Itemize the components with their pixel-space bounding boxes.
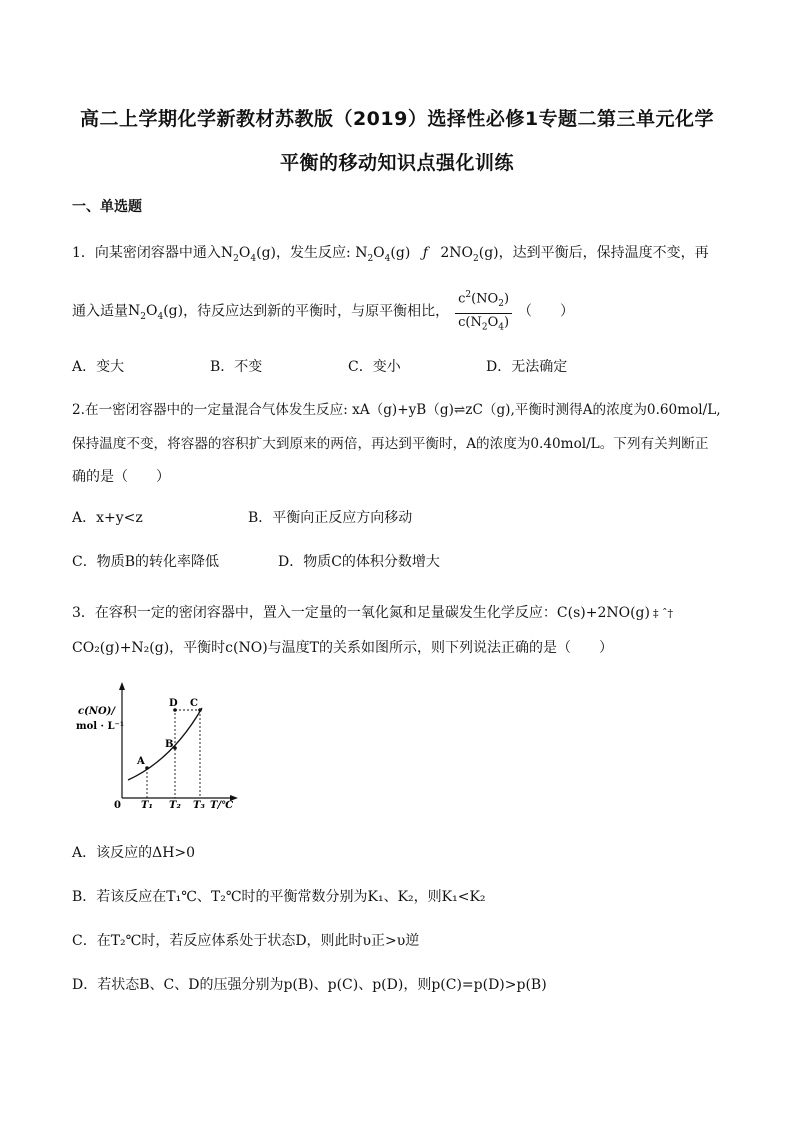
q1-text-a: 1．向某密闭容器中通入: [72, 245, 221, 261]
q1-text-b: ，发生反应:: [276, 245, 351, 261]
question-2-line-2: 保持温度不变，将容器的容积扩大到原来的两倍，再达到平衡时，A的浓度为0.40mol/L。下列有关判断正: [72, 436, 709, 452]
section-heading: 一、单选题: [72, 199, 142, 215]
origin-label: 0: [114, 800, 121, 811]
question-2-line-1: 2.在一密闭容器中的一定量混合气体发生反应: xA（g)+yB（g)⇌zC（g),平衡时测得A的浓度为0.60mol/L,: [72, 402, 721, 418]
q1-option-d[interactable]: D．无法确定: [486, 359, 568, 375]
document-title-line2: 平衡的移动知识点强化训练: [279, 152, 514, 174]
equilibrium-arrow: ƒ: [422, 245, 428, 261]
q1-option-b[interactable]: B．不变: [210, 359, 263, 375]
label-b: B: [165, 739, 174, 750]
formula-n2o4: $N_2O_4(g)$: [220, 245, 277, 264]
q3-option-d[interactable]: D．若状态B、C、D的压强分别为p(B)、p(C)、p(D)，则p(C)=p(D)>p(B): [72, 977, 547, 993]
label-a: A: [137, 756, 145, 767]
document-title-line1: 高二上学期化学新教材苏教版（2019）选择性必修1专题二第三单元化学: [79, 108, 715, 130]
y-axis-label-2: mol · L⁻¹: [76, 721, 125, 732]
point-b: [173, 746, 177, 750]
q1-text-e: ，待反应达到新的平衡时，与原平衡相比，: [183, 303, 450, 320]
t2-label: T₂: [169, 800, 181, 811]
point-a: [145, 766, 149, 770]
question-1-line-1: [72, 242, 709, 264]
q1-option-a[interactable]: A．变大: [72, 359, 125, 375]
question-3-line-2: CO₂(g)+N₂(g)，平衡时c(NO)与温度T的关系如图所示，则下列说法正确的是（ ）: [72, 640, 613, 656]
q2-option-c[interactable]: C．物质B的转化率降低: [72, 554, 219, 570]
q3-option-a[interactable]: A．该反应的ΔH>0: [72, 845, 196, 861]
q3-option-b[interactable]: B．若该反应在T₁℃、T₂℃时的平衡常数分别为K₁、K₂，则K₁<K₂: [72, 889, 486, 905]
y-axis-arrow: [119, 682, 125, 690]
question-2-line-3: 确的是（ ）: [72, 469, 170, 485]
formula-n2o4: $N_2O_4(g)$: [128, 303, 184, 323]
label-c: C: [190, 698, 198, 709]
q1-blank: （ ）: [518, 303, 575, 320]
question-3-line-1: [72, 602, 673, 622]
q1-option-c[interactable]: C．变小: [348, 359, 401, 375]
q2-option-a[interactable]: A．x+y<z: [72, 510, 143, 526]
equilibrium-arrow: ‡ ˆ†: [652, 607, 673, 620]
q2-option-b[interactable]: B．平衡向正反应方向移动: [248, 510, 413, 526]
y-axis-label-1: c(NO)/: [78, 706, 116, 717]
concentration-temperature-graph: [72, 680, 242, 812]
q3-option-c[interactable]: C．在T₂℃时，若反应体系处于状态D，则此时υ正>υ逆: [72, 933, 420, 949]
temperature-axis-label: T/℃: [210, 800, 234, 811]
question-1-line-2: [72, 286, 574, 337]
label-d: D: [169, 698, 178, 709]
t1-label: T₁: [141, 800, 153, 811]
point-c: [198, 708, 202, 712]
q3-text-a: 3．在容积一定的密闭容器中，置入一定量的一氧化氮和足量碳发生化学反应：C(s)+2NO(g): [72, 605, 650, 621]
ratio-fraction: $\frac{c^2(NO_2)}{c(N_2O_4)}$: [455, 286, 512, 337]
q1-text-d: 通入适量: [72, 303, 128, 320]
t3-label: T₃: [193, 800, 205, 811]
formula-n2o4: $N_2O_4(g)$: [355, 245, 411, 264]
q1-text-c: ，达到平衡后，保持温度不变，再: [498, 245, 709, 261]
formula-2no2: $2NO_2(g)$: [440, 245, 499, 264]
q2-option-d[interactable]: D．物质C的体积分数增大: [278, 554, 440, 570]
